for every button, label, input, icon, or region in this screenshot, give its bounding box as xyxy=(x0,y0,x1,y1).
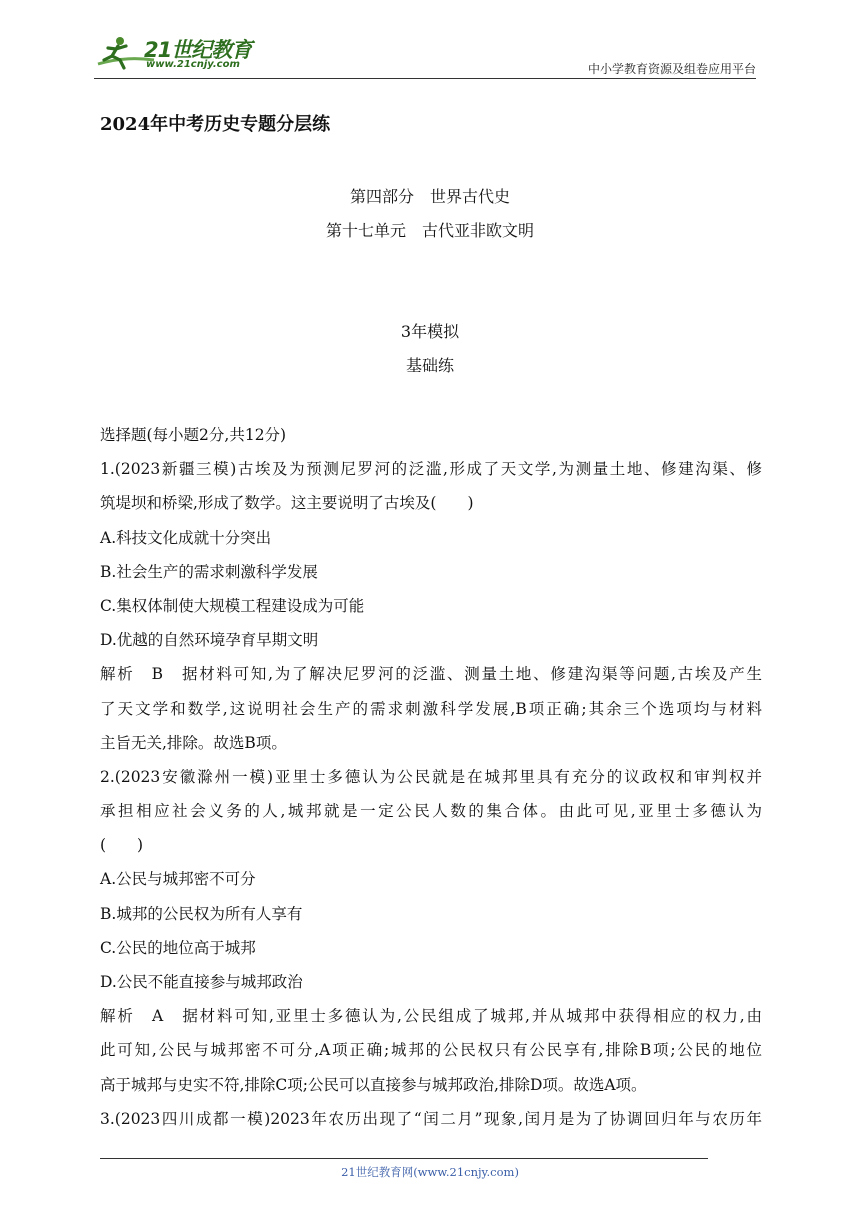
text-line: A.科技文化成就十分突出 xyxy=(100,528,272,547)
text-line: 了天文学和数学,这说明社会生产的需求刺激科学发展,B项正确;其余三个选项均与材料 xyxy=(100,699,762,718)
text-line: 解析 A 据材料可知,亚里士多德认为,公民组成了城邦,并从城邦中获得相应的权力,由 xyxy=(100,1007,762,1026)
page-header xyxy=(94,30,756,80)
text-line: D.公民不能直接参与城邦政治 xyxy=(100,973,303,991)
text-line: 1.(2023新疆三模)古埃及为预测尼罗河的泛滥,形成了天文学,为测量土地、修建沟渠、修 xyxy=(100,460,762,479)
logo xyxy=(94,34,269,74)
text-line: 筑堤坝和桥梁,形成了数学。这主要说明了古埃及( ) xyxy=(100,494,474,513)
text-line: B.社会生产的需求刺激科学发展 xyxy=(100,562,318,581)
logo-wordmark: 21世纪教育 xyxy=(144,38,252,62)
text-line: 此可知,公民与城邦密不可分,A项正确;城邦的公民权只有公民享有,排除B项;公民的地位 xyxy=(100,1041,762,1060)
text-line: C.公民的地位高于城邦 xyxy=(100,938,256,957)
footer-link[interactable]: 21世纪教育网(www.21cnjy.com) xyxy=(341,1165,519,1179)
unit-heading: 第十七单元 古代亚非欧文明 xyxy=(325,221,534,240)
text-line: ( ) xyxy=(100,836,144,855)
logo-url: www.21cnjy.com xyxy=(146,59,240,70)
question-body xyxy=(100,418,762,1136)
text-line: D.优越的自然环境孕育早期文明 xyxy=(100,631,319,650)
footer-divider xyxy=(100,1158,708,1159)
text-line: 主旨无关,排除。故选B项。 xyxy=(100,733,287,752)
text-line: 2.(2023安徽滁州一模)亚里士多德认为公民就是在城邦里具有充分的议政权和审判权并 xyxy=(100,767,762,786)
subsection-heading: 基础练 xyxy=(405,356,454,375)
text-line: 解析 B 据材料可知,为了解决尼罗河的泛滥、测量土地、修建沟渠等问题,古埃及产生 xyxy=(100,665,762,684)
platform-name: 中小学教育资源及组卷应用平台 xyxy=(587,62,756,76)
text-line: C.集权体制使大规模工程建设成为可能 xyxy=(100,596,365,615)
text-line: 承担相应社会义务的人,城邦就是一定公民人数的集合体。由此可见,亚里士多德认为 xyxy=(100,802,762,821)
header-divider xyxy=(94,78,756,79)
document-title: 2024年中考历史专题分层练 xyxy=(100,114,331,135)
part-heading: 第四部分 世界古代史 xyxy=(349,187,510,206)
text-line: A.公民与城邦密不可分 xyxy=(100,870,256,889)
text-line: 选择题(每小题2分,共12分) xyxy=(100,426,287,444)
text-line: 高于城邦与史实不符,排除C项;公民可以直接参与城邦政治,排除D项。故选A项。 xyxy=(100,1075,647,1094)
text-line: B.城邦的公民权为所有人享有 xyxy=(100,904,303,923)
section-heading: 3年模拟 xyxy=(400,322,460,341)
text-line: 3.(2023四川成都一模)2023年农历出现了“闰二月”现象,闰月是为了协调回归年与农历年 xyxy=(100,1109,762,1128)
